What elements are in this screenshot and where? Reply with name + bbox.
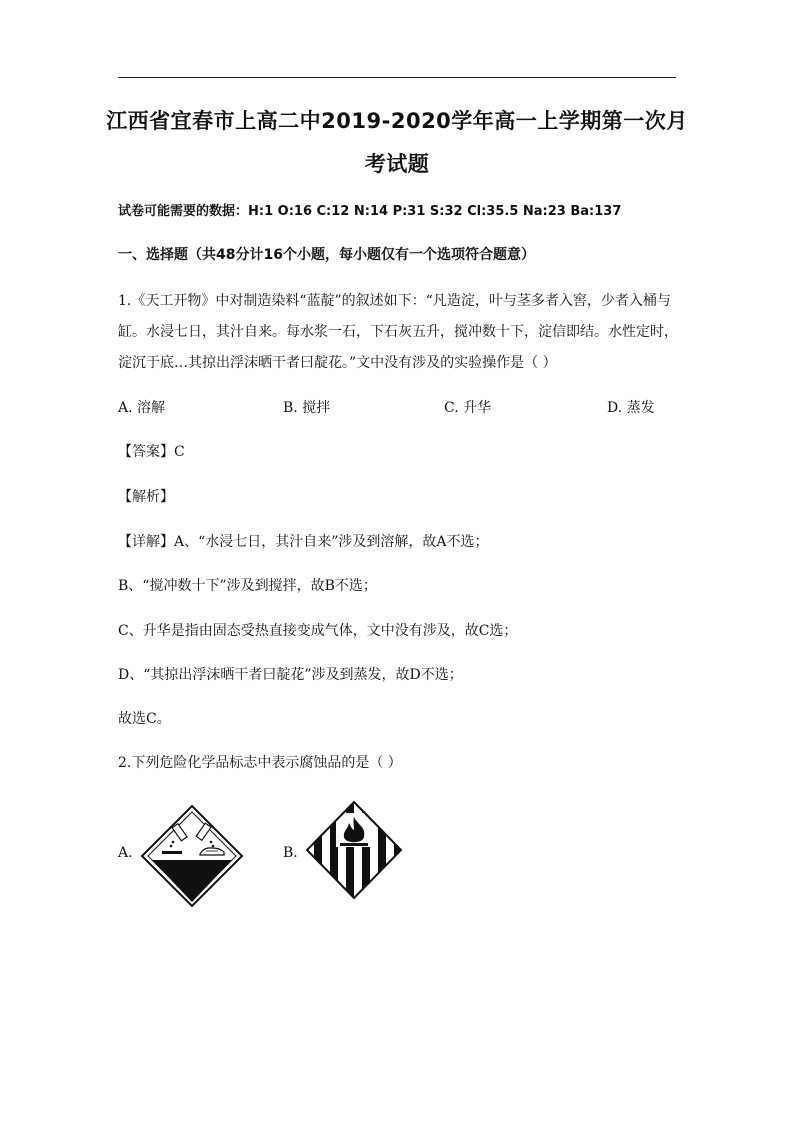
q2-option-b-label: B. <box>283 845 298 861</box>
q1-stem-line2: 缸。水浸七日，其汁自来。每水浆一石，下石灰五升，搅冲数十下，淀信即结。水性定时， <box>118 324 678 340</box>
spontaneously-combustible-hazard-icon <box>304 799 404 901</box>
q2-option-a-label: A. <box>118 845 133 861</box>
q1-detail-c: C、升华是指由固态受热直接变成气体，文中没有涉及，故C选； <box>118 623 518 639</box>
q1-detail-d: D、“其掠出浮沫晒干者曰靛花”涉及到蒸发，故D不选； <box>118 667 463 683</box>
page-title: 江西省宜春市上高二中2019-2020学年高一上学期第一次月 <box>106 109 688 133</box>
page-title-continued: 考试题 <box>364 152 430 176</box>
q1-stem-line3: 淀沉于底…其掠出浮沫晒干者曰靛花。”文中没有涉及的实验操作是（ ） <box>118 355 557 371</box>
q1-analysis-heading: 【解析】 <box>118 489 174 505</box>
corrosive-hazard-icon <box>140 804 244 908</box>
q1-option-d: D. 蒸发 <box>607 400 655 416</box>
q1-option-a: A. 溶解 <box>118 400 166 416</box>
q1-detail-a: 【详解】A、“水浸七日，其汁自来”涉及到溶解，故A不选； <box>118 534 489 550</box>
q1-answer: 【答案】C <box>118 444 185 460</box>
q1-conclusion: 故选C。 <box>118 711 171 727</box>
section-heading: 一、选择题（共48分计16个小题，每小题仅有一个选项符合题意） <box>118 247 535 263</box>
q1-stem-line1: 1.《天工开物》中对制造染料“蓝靛”的叙述如下：“凡造淀，叶与茎多者入窖，少者入桶与 <box>118 293 671 309</box>
q2-stem: 2.下列危险化学品标志中表示腐蚀品的是（ ） <box>118 755 402 771</box>
atomic-masses-line: 试卷可能需要的数据：H:1 O:16 C:12 N:14 P:31 S:32 Cl:35.5 Na:23 Ba:137 <box>118 204 622 219</box>
q1-option-c: C. 升华 <box>444 400 492 416</box>
header-rule <box>118 77 676 78</box>
q1-detail-b: B、“搅冲数十下”涉及到搅拌，故B不选； <box>118 578 377 594</box>
q1-option-b: B. 搅拌 <box>283 400 331 416</box>
